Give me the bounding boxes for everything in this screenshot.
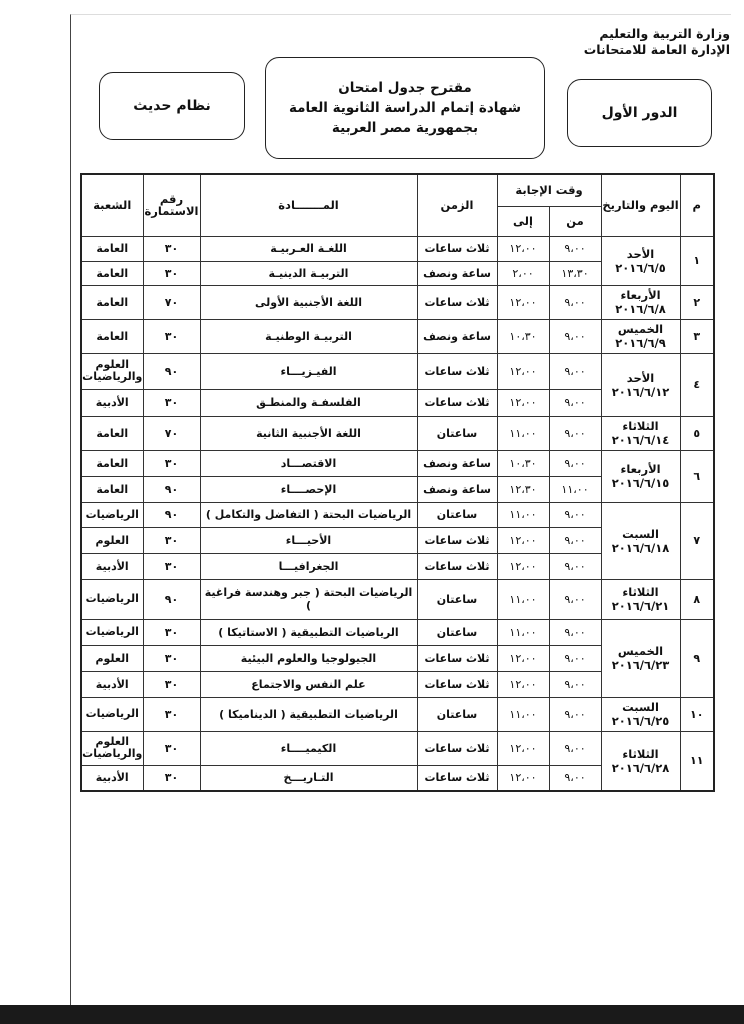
branch-name: العلوم والرياضيات xyxy=(81,353,143,389)
day-name: الأربعاء xyxy=(620,462,661,476)
day-number: ٧ xyxy=(680,502,714,579)
header-to: إلى xyxy=(497,206,549,236)
header-day: اليوم والتاريخ xyxy=(601,174,680,236)
subject-name: الإحصــــاء xyxy=(200,476,417,502)
branch-name: الأدبية xyxy=(81,765,143,791)
day-number: ١ xyxy=(680,236,714,285)
end-time: ١١،٠٠ xyxy=(497,579,549,619)
day-name: الثلاثاء xyxy=(622,585,659,599)
branch-name: الأدبية xyxy=(81,553,143,579)
duration: ساعتان xyxy=(417,579,497,619)
table-row xyxy=(81,731,714,765)
form-number: ٣٠ xyxy=(143,450,200,476)
start-time: ٩،٠٠ xyxy=(549,416,601,450)
subject-name: الرياضيات التطبيقية ( الاستاتيكا ) xyxy=(200,619,417,645)
form-number: ٣٠ xyxy=(143,553,200,579)
header-form: رقم الاستمارة xyxy=(143,174,200,236)
subject-name: الرياضيات البحتة ( التفاضل والتكامل ) xyxy=(200,502,417,527)
duration: ثلاث ساعات xyxy=(417,527,497,553)
duration: ثلاث ساعات xyxy=(417,353,497,389)
start-time: ٩،٠٠ xyxy=(549,645,601,671)
start-time: ٩،٠٠ xyxy=(549,389,601,416)
start-time: ٩،٠٠ xyxy=(549,553,601,579)
header-duration: الزمن xyxy=(417,174,497,236)
day-number: ٥ xyxy=(680,416,714,450)
end-time: ٢،٠٠ xyxy=(497,261,549,285)
subject-name: الرياضيات البحتة ( جبر وهندسة فراغية ) xyxy=(200,579,417,619)
branch-name: العامة xyxy=(81,236,143,261)
start-time: ٩،٠٠ xyxy=(549,236,601,261)
day-date-cell xyxy=(601,697,680,731)
form-number: ٩٠ xyxy=(143,476,200,502)
start-time: ٩،٠٠ xyxy=(549,502,601,527)
form-number: ٣٠ xyxy=(143,645,200,671)
branch-name: العامة xyxy=(81,285,143,319)
start-time: ٩،٠٠ xyxy=(549,731,601,765)
day-name: الخميس xyxy=(617,322,664,336)
day-number: ٣ xyxy=(680,319,714,353)
title-line-3: بجمهورية مصر العربية xyxy=(331,120,479,136)
duration: ساعتان xyxy=(417,697,497,731)
exam-date: ٢٠١٦/٦/٢١ xyxy=(611,599,670,613)
table-row xyxy=(81,285,714,319)
duration: ثلاث ساعات xyxy=(417,765,497,791)
day-name: الخميس xyxy=(617,644,664,658)
branch-name: العامة xyxy=(81,416,143,450)
header-subject: المـــــــادة xyxy=(200,174,417,236)
start-time: ٩،٠٠ xyxy=(549,527,601,553)
day-number: ٩ xyxy=(680,619,714,697)
exam-date: ٢٠١٦/٦/١٢ xyxy=(611,384,670,399)
day-name: السبت xyxy=(622,700,659,714)
form-number: ٣٠ xyxy=(143,731,200,765)
title-line-2: شهادة إتمام الدراسة الثانوية العامة xyxy=(288,100,522,116)
scan-edge xyxy=(0,1005,744,1024)
branch-name: العامة xyxy=(81,450,143,476)
start-time: ٩،٠٠ xyxy=(549,319,601,353)
end-time: ١٢،٠٠ xyxy=(497,285,549,319)
end-time: ١١،٠٠ xyxy=(497,502,549,527)
start-time: ٩،٠٠ xyxy=(549,671,601,697)
end-time: ١٢،٠٠ xyxy=(497,553,549,579)
duration: ساعة ونصف xyxy=(417,319,497,353)
start-time: ٩،٠٠ xyxy=(549,285,601,319)
day-date-cell xyxy=(601,416,680,450)
table-body xyxy=(81,236,714,791)
day-date-cell xyxy=(601,353,680,416)
exam-date: ٢٠١٦/٦/٢٥ xyxy=(611,714,670,728)
day-date-cell xyxy=(601,450,680,502)
form-number: ٣٠ xyxy=(143,671,200,697)
form-number: ٧٠ xyxy=(143,285,200,319)
end-time: ١٢،٠٠ xyxy=(497,389,549,416)
end-time: ١١،٠٠ xyxy=(497,416,549,450)
branch-name: الرياضيات xyxy=(81,579,143,619)
branch-name: الرياضيات xyxy=(81,619,143,645)
ministry-name: وزارة التربية والتعليم xyxy=(599,26,730,41)
subject-name: الاقتصـــاد xyxy=(200,450,417,476)
form-number: ٣٠ xyxy=(143,261,200,285)
end-time: ١٢،٠٠ xyxy=(497,671,549,697)
duration: ساعة ونصف xyxy=(417,261,497,285)
system-box xyxy=(99,72,245,140)
table-row xyxy=(81,579,714,619)
start-time: ٩،٠٠ xyxy=(549,697,601,731)
duration: ساعتان xyxy=(417,416,497,450)
end-time: ١١،٠٠ xyxy=(497,619,549,645)
start-time: ٩،٠٠ xyxy=(549,579,601,619)
day-date-cell xyxy=(601,619,680,697)
day-date-cell xyxy=(601,731,680,791)
duration: ساعتان xyxy=(417,619,497,645)
end-time: ١٢،٠٠ xyxy=(497,527,549,553)
end-time: ١٠،٣٠ xyxy=(497,319,549,353)
department-name: الإدارة العامة للامتحانات xyxy=(583,42,730,57)
header-num: م xyxy=(680,174,714,236)
form-number: ٩٠ xyxy=(143,353,200,389)
branch-name: العامة xyxy=(81,319,143,353)
form-number: ٣٠ xyxy=(143,319,200,353)
exam-schedule-table xyxy=(80,173,715,792)
branch-name: العامة xyxy=(81,261,143,285)
exam-date: ٢٠١٦/٦/١٤ xyxy=(611,433,670,447)
title-line-1: مقترح جدول امتحان xyxy=(338,80,472,96)
table-row xyxy=(81,619,714,645)
table-row xyxy=(81,319,714,353)
form-number: ٩٠ xyxy=(143,579,200,619)
day-date-cell xyxy=(601,285,680,319)
branch-name: الرياضيات xyxy=(81,502,143,527)
branch-name: الأدبية xyxy=(81,671,143,697)
end-time: ١٢،٠٠ xyxy=(497,236,549,261)
header-branch: الشعبة xyxy=(81,174,143,236)
day-number: ٤ xyxy=(680,353,714,416)
day-name: الأحد xyxy=(626,370,655,385)
subject-name: الجيولوجيا والعلوم البيئية xyxy=(200,645,417,671)
exam-date: ٢٠١٦/٦/١٨ xyxy=(611,540,670,555)
table-row xyxy=(81,502,714,527)
start-time: ٩،٠٠ xyxy=(549,765,601,791)
exam-date: ٢٠١٦/٦/٢٣ xyxy=(611,658,670,672)
form-number: ٣٠ xyxy=(143,619,200,645)
duration: ثلاث ساعات xyxy=(417,389,497,416)
day-date-cell xyxy=(601,319,680,353)
branch-name: الأدبية xyxy=(81,389,143,416)
duration: ساعتان xyxy=(417,502,497,527)
start-time: ٩،٠٠ xyxy=(549,619,601,645)
duration: ساعة ونصف xyxy=(417,476,497,502)
day-number: ٢ xyxy=(680,285,714,319)
form-number: ٣٠ xyxy=(143,236,200,261)
subject-name: الجغرافيـــا xyxy=(200,553,417,579)
table-row xyxy=(81,353,714,389)
duration: ساعة ونصف xyxy=(417,450,497,476)
duration: ثلاث ساعات xyxy=(417,671,497,697)
day-number: ٦ xyxy=(680,450,714,502)
exam-date: ٢٠١٦/٦/٩ xyxy=(615,336,666,350)
exam-date: ٢٠١٦/٦/١٥ xyxy=(611,476,670,490)
header-from: من xyxy=(549,206,601,236)
subject-name: الفيـزيـــاء xyxy=(200,353,417,389)
start-time: ١٣،٣٠ xyxy=(549,261,601,285)
subject-name: اللغة الأجنبية الأولى xyxy=(200,285,417,319)
end-time: ١٢،٣٠ xyxy=(497,476,549,502)
day-name: الأربعاء xyxy=(620,288,661,302)
day-date-cell xyxy=(601,579,680,619)
end-time: ١١،٠٠ xyxy=(497,697,549,731)
end-time: ١٢،٠٠ xyxy=(497,645,549,671)
exam-date: ٢٠١٦/٦/٢٨ xyxy=(611,760,670,775)
round-label: الدور الأول xyxy=(601,105,678,121)
start-time: ٩،٠٠ xyxy=(549,450,601,476)
day-name: الأحد xyxy=(626,246,655,261)
day-name: الثلاثاء xyxy=(622,419,659,433)
end-time: ١٢،٠٠ xyxy=(497,731,549,765)
table-header xyxy=(81,174,714,236)
end-time: ١٢،٠٠ xyxy=(497,353,549,389)
subject-name: اللغـة العـربيـة xyxy=(200,236,417,261)
form-number: ٣٠ xyxy=(143,765,200,791)
exam-date: ٢٠١٦/٦/٥ xyxy=(615,260,666,275)
day-date-cell xyxy=(601,502,680,579)
system-label: نظام حديث xyxy=(133,98,211,114)
end-time: ١٢،٠٠ xyxy=(497,765,549,791)
branch-name: الرياضيات xyxy=(81,697,143,731)
subject-name: التربيـة الدينيـة xyxy=(200,261,417,285)
subject-name: التربيـة الوطنيـة xyxy=(200,319,417,353)
subject-name: الأحيـــاء xyxy=(200,527,417,553)
ministry-header xyxy=(584,26,730,58)
duration: ثلاث ساعات xyxy=(417,645,497,671)
day-number: ٨ xyxy=(680,579,714,619)
table-row xyxy=(81,697,714,731)
day-name: الثلاثاء xyxy=(622,746,659,761)
form-number: ٣٠ xyxy=(143,389,200,416)
form-number: ٣٠ xyxy=(143,697,200,731)
table-row xyxy=(81,236,714,261)
branch-name: العامة xyxy=(81,476,143,502)
start-time: ١١،٠٠ xyxy=(549,476,601,502)
subject-name: الكيميــــاء xyxy=(200,731,417,765)
day-number: ١٠ xyxy=(680,697,714,731)
day-number: ١١ xyxy=(680,731,714,791)
title-box xyxy=(265,57,545,159)
form-number: ٩٠ xyxy=(143,502,200,527)
duration: ثلاث ساعات xyxy=(417,236,497,261)
duration: ثلاث ساعات xyxy=(417,285,497,319)
header-answer-time: وقت الإجابة xyxy=(497,174,601,206)
round-box xyxy=(567,79,712,147)
end-time: ١٠،٣٠ xyxy=(497,450,549,476)
subject-name: الفلسفـة والمنطـق xyxy=(200,389,417,416)
subject-name: الرياضيات التطبيقية ( الديناميكا ) xyxy=(200,697,417,731)
branch-name: العلوم xyxy=(81,645,143,671)
form-number: ٣٠ xyxy=(143,527,200,553)
table-row xyxy=(81,450,714,476)
form-number: ٧٠ xyxy=(143,416,200,450)
start-time: ٩،٠٠ xyxy=(549,353,601,389)
day-date-cell xyxy=(601,236,680,285)
exam-date: ٢٠١٦/٦/٨ xyxy=(615,302,666,316)
subject-name: اللغة الأجنبية الثانية xyxy=(200,416,417,450)
duration: ثلاث ساعات xyxy=(417,553,497,579)
subject-name: علم النفس والاجتماع xyxy=(200,671,417,697)
day-name: السبت xyxy=(622,526,659,541)
branch-name: العلوم والرياضيات xyxy=(81,731,143,765)
branch-name: العلوم xyxy=(81,527,143,553)
duration: ثلاث ساعات xyxy=(417,731,497,765)
table-row xyxy=(81,416,714,450)
subject-name: التـاريـــخ xyxy=(200,765,417,791)
